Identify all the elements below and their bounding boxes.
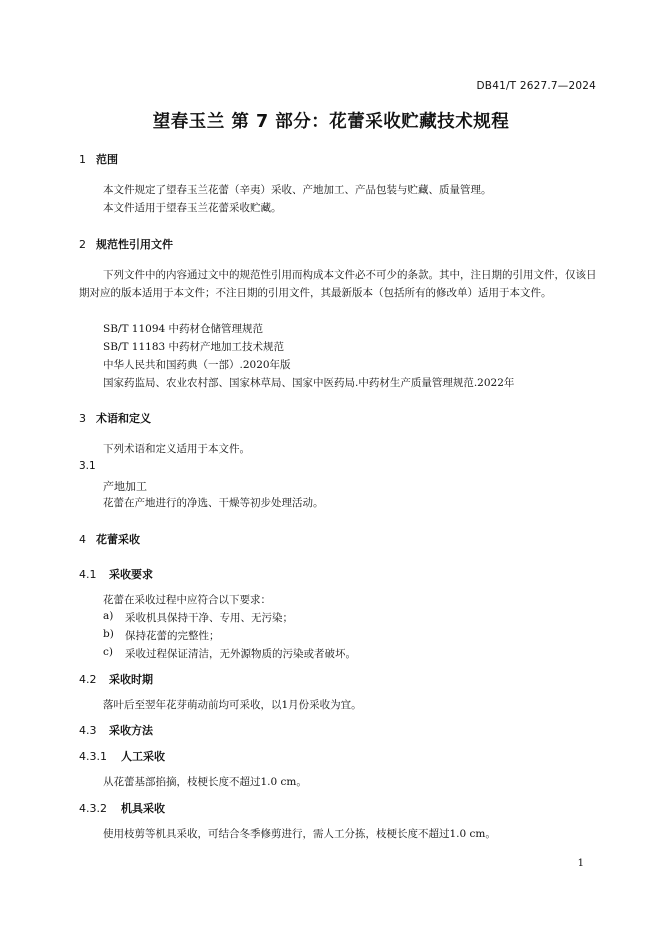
section-2-heading [79, 236, 173, 252]
standard-code: DB41/T 2627.7—2024 [476, 80, 596, 92]
subsection-4-3-heading [79, 722, 153, 738]
section-title: 采收方法 [109, 724, 153, 737]
section-4-heading [79, 531, 140, 547]
list-marker: c) [103, 646, 113, 658]
section-number: 4.1 [79, 568, 97, 581]
section-title: 范围 [96, 153, 118, 166]
section-number: 1 [79, 153, 86, 166]
section-title: 规范性引用文件 [96, 238, 173, 251]
section-number: 4.3.1 [79, 750, 107, 763]
list-marker: a) [103, 610, 114, 622]
paragraph: 本文件适用于望春玉兰花蕾采收贮藏。 [103, 202, 282, 214]
list-item: 采收过程保证清洁，无外源物质的污染或者破坏。 [125, 648, 356, 660]
section-number: 4.3 [79, 724, 97, 737]
paragraph: 使用枝剪等机具采收，可结合冬季修剪进行，需人工分拣，枝梗长度不超过1.0 cm。 [103, 828, 496, 840]
paragraph: 落叶后至翌年花芽萌动前均可采收，以1月份采收为宜。 [103, 699, 362, 711]
subsection-4-1-heading [79, 566, 153, 582]
paragraph: 花蕾在采收过程中应符合以下要求： [103, 594, 271, 606]
section-number: 2 [79, 238, 86, 251]
reference-item: SB/T 11183 中药材产地加工技术规范 [103, 341, 285, 353]
document-title: 望春玉兰 第 7 部分：花蕾采收贮藏技术规程 [152, 112, 510, 132]
section-number: 4 [79, 533, 86, 546]
section-title: 机具采收 [121, 802, 165, 815]
section-number: 4.2 [79, 673, 97, 686]
list-item: 保持花蕾的完整性； [125, 630, 220, 642]
reference-item: 国家药监局、农业农村部、国家林草局、国家中医药局.中药材生产质量管理规范.2022年 [103, 377, 515, 389]
subsection-4-3-1-heading [79, 748, 165, 764]
section-title: 采收要求 [109, 568, 153, 581]
section-title: 人工采收 [121, 750, 165, 763]
reference-item: 中华人民共和国药典（一部）.2020年版 [103, 359, 291, 371]
section-number: 3 [79, 412, 86, 425]
term-definition: 花蕾在产地进行的净选、干燥等初步处理活动。 [103, 497, 324, 509]
section-title: 花蕾采收 [96, 533, 140, 546]
reference-item: SB/T 11094 中药材仓储管理规范 [103, 323, 264, 335]
list-marker: b) [103, 628, 114, 640]
paragraph: 从花蕾基部掐摘，枝梗长度不超过1.0 cm。 [103, 776, 307, 788]
term-name: 产地加工 [103, 480, 147, 493]
section-1-heading [79, 151, 118, 167]
subsection-4-2-heading [79, 671, 153, 687]
paragraph: 下列文件中的内容通过文中的规范性引用而构成本文件必不可少的条款。其中，注日期的引用文件，仅该日期对应的版本适用于本文件；不注日期的引用文件，其最新版本（包括所有的修改单）适用于本文件。 [79, 269, 597, 299]
section-title: 采收时期 [109, 673, 153, 686]
subsection-4-3-2-heading [79, 800, 165, 816]
paragraph: 下列术语和定义适用于本文件。 [103, 443, 250, 455]
paragraph: 本文件规定了望春玉兰花蕾（辛夷）采收、产地加工、产品包装与贮藏、质量管理。 [103, 184, 492, 196]
list-item: 采收机具保持干净、专用、无污染； [125, 612, 293, 624]
term-number: 3.1 [79, 460, 96, 472]
page-number: 1 [577, 858, 584, 869]
section-3-heading [79, 410, 151, 426]
section-number: 4.3.2 [79, 802, 107, 815]
section-title: 术语和定义 [96, 412, 151, 425]
